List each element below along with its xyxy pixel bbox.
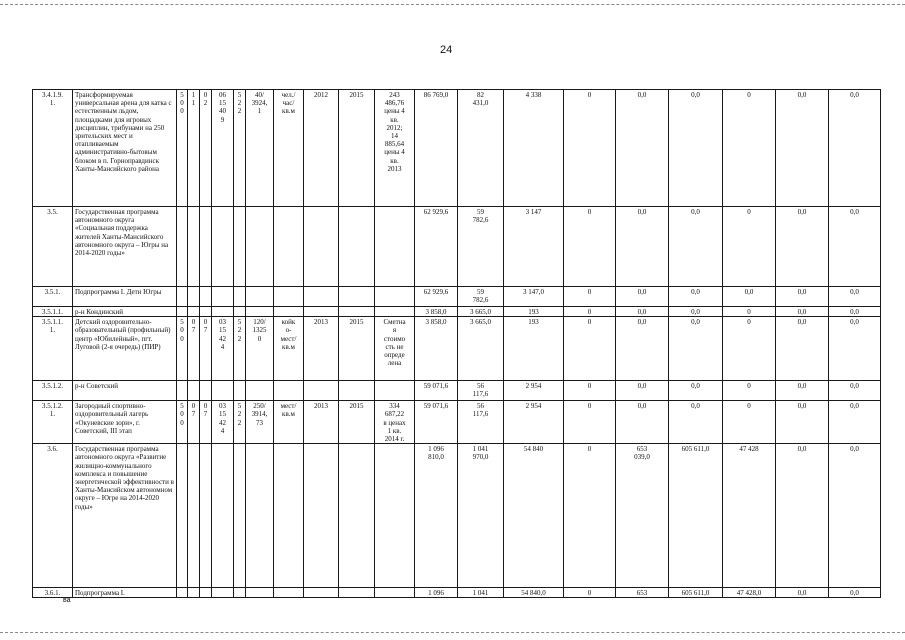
cell-value-5: 0,0 (616, 401, 669, 444)
cell-row-name: Трансформируемая универсальная арена для катка с естественным льдом, площадками для игровых дисциплин, трибунами на 250 зрительских мест и отапливаемым административно-бытовым блоком в п. Горноправдинск Ханты-Мансийского района (73, 90, 177, 207)
cell-value-6: 0,0 (669, 317, 723, 381)
cell-value-4: 0 (564, 401, 616, 444)
cell-estimated-cost (375, 381, 415, 401)
cell-code-2 (188, 287, 200, 307)
page-bottom-edge (0, 632, 905, 633)
cell-value-4: 0 (564, 588, 616, 598)
footer-mark: ва (63, 597, 71, 604)
cell-value-8: 0,0 (776, 207, 829, 287)
cell-value-7: 0 (723, 381, 776, 401)
cell-value-5: 0,0 (616, 207, 669, 287)
cell-code-1: 5 0 0 (177, 401, 188, 444)
cell-code-5 (234, 287, 246, 307)
cell-value-8: 0,0 (776, 287, 829, 307)
cell-value-9: 0,0 (829, 317, 881, 381)
cell-start-year (304, 287, 339, 307)
table-row (33, 381, 881, 401)
cell-value-1: 62 929,6 (415, 207, 458, 287)
cell-code-3 (200, 381, 212, 401)
cell-value-3: 3 147 (504, 207, 564, 287)
cell-code-4 (212, 444, 234, 588)
cell-value-1: 3 858,0 (415, 307, 458, 317)
cell-value-9: 0,0 (829, 207, 881, 287)
cell-value-1: 86 769,0 (415, 90, 458, 207)
cell-value-6: 0,0 (669, 401, 723, 444)
cell-value-7: 0,0 (723, 287, 776, 307)
cell-end-year (339, 307, 375, 317)
budget-table (32, 89, 881, 598)
cell-value-3: 54 840,0 (504, 588, 564, 598)
cell-start-year: 2013 (304, 317, 339, 381)
cell-code-4 (212, 588, 234, 598)
cell-code-1 (177, 444, 188, 588)
cell-estimated-cost (375, 207, 415, 287)
cell-value-7: 0 (723, 90, 776, 207)
page-top-edge (0, 4, 905, 5)
cell-start-year (304, 381, 339, 401)
cell-code-5 (234, 444, 246, 588)
cell-value-9: 0,0 (829, 307, 881, 317)
cell-value-3: 3 147,0 (504, 287, 564, 307)
cell-value-3: 2 954 (504, 401, 564, 444)
cell-capacity (246, 307, 274, 317)
cell-code-4: 03 15 42 4 (212, 317, 234, 381)
cell-code-1: 5 0 0 (177, 317, 188, 381)
cell-row-name: Государственная программа автономного округа «Развитие жилищно-коммунального комплекса и повышение энергетической эффективности в Ханты-Мансийском автономном округе – Югре на 2014-2020 годы» (73, 444, 177, 588)
cell-value-9: 0,0 (829, 90, 881, 207)
cell-estimated-cost (375, 588, 415, 598)
cell-end-year (339, 381, 375, 401)
cell-capacity (246, 381, 274, 401)
cell-estimated-cost: 243 486,76 цены 4 кв. 2012; 14 885,64 цены 4 кв. 2013 (375, 90, 415, 207)
cell-row-id: 3.5.1. (33, 287, 73, 307)
cell-unit (274, 381, 304, 401)
cell-value-4: 0 (564, 90, 616, 207)
cell-code-3 (200, 307, 212, 317)
page-number: 24 (440, 44, 453, 56)
cell-row-id: 3.5.1.1. 1. (33, 317, 73, 381)
cell-value-5: 653 (616, 588, 669, 598)
cell-code-4 (212, 207, 234, 287)
cell-value-9: 0,0 (829, 381, 881, 401)
cell-value-2: 82 431,0 (458, 90, 504, 207)
table-row (33, 588, 881, 598)
cell-value-1: 1 096 810,0 (415, 444, 458, 588)
cell-code-1 (177, 287, 188, 307)
cell-value-4: 0 (564, 444, 616, 588)
cell-end-year: 2015 (339, 317, 375, 381)
cell-code-1 (177, 307, 188, 317)
cell-value-2: 3 665,0 (458, 317, 504, 381)
cell-value-2: 1 041 970,0 (458, 444, 504, 588)
cell-code-2 (188, 588, 200, 598)
cell-code-2: 0 7 (188, 401, 200, 444)
cell-value-4: 0 (564, 287, 616, 307)
cell-code-4: 03 15 42 4 (212, 401, 234, 444)
cell-end-year (339, 588, 375, 598)
cell-value-7: 0 (723, 207, 776, 287)
cell-capacity: 250/ 3914, 73 (246, 401, 274, 444)
cell-value-9: 0,0 (829, 401, 881, 444)
cell-value-1: 1 096 (415, 588, 458, 598)
cell-value-3: 54 840 (504, 444, 564, 588)
cell-unit: койк о- мест/ кв.м (274, 317, 304, 381)
cell-value-5: 653 039,0 (616, 444, 669, 588)
cell-row-id: 3.6. (33, 444, 73, 588)
cell-estimated-cost (375, 287, 415, 307)
cell-value-7: 47 428,0 (723, 588, 776, 598)
cell-capacity: 40/ 3924, 1 (246, 90, 274, 207)
cell-end-year: 2015 (339, 90, 375, 207)
cell-value-2: 1 041 (458, 588, 504, 598)
cell-row-id: 3.6.1. (33, 588, 73, 598)
cell-estimated-cost: Сметна я стоимо сть не опреде лена (375, 317, 415, 381)
table-row (33, 317, 881, 381)
cell-row-name: Детский оздоровительно-образовательный (профильный) центр «Юбилейный», пгт. Луговой (2-я очередь) (ПИР) (73, 317, 177, 381)
cell-end-year (339, 207, 375, 287)
cell-code-2 (188, 444, 200, 588)
cell-value-8: 0,0 (776, 381, 829, 401)
cell-row-name: Государственная программа автономного округа «Социальная поддержка жителей Ханты-Мансийского автономного округа – Югры на 2014-2020 годы» (73, 207, 177, 287)
cell-value-5: 0,0 (616, 90, 669, 207)
table-row (33, 287, 881, 307)
cell-estimated-cost: 334 687,22 в ценах 1 кв. 2014 г. (375, 401, 415, 444)
cell-unit (274, 444, 304, 588)
cell-code-4 (212, 287, 234, 307)
cell-start-year: 2012 (304, 90, 339, 207)
cell-code-3 (200, 287, 212, 307)
cell-estimated-cost (375, 444, 415, 588)
cell-row-name: р-н Советский (73, 381, 177, 401)
cell-code-4: 06 15 40 9 (212, 90, 234, 207)
cell-code-5: 5 2 2 (234, 317, 246, 381)
cell-value-1: 59 071,6 (415, 381, 458, 401)
cell-code-2 (188, 381, 200, 401)
cell-value-3: 193 (504, 317, 564, 381)
cell-value-2: 56 117,6 (458, 381, 504, 401)
cell-value-5: 0,0 (616, 317, 669, 381)
cell-value-7: 47 428 (723, 444, 776, 588)
cell-value-8: 0,0 (776, 444, 829, 588)
cell-value-8: 0,0 (776, 307, 829, 317)
cell-value-6: 0,0 (669, 381, 723, 401)
cell-code-5 (234, 207, 246, 287)
cell-value-2: 56 117,6 (458, 401, 504, 444)
cell-value-5: 0,0 (616, 381, 669, 401)
cell-code-5: 5 2 2 (234, 90, 246, 207)
cell-code-5 (234, 381, 246, 401)
cell-code-5: 5 2 2 (234, 401, 246, 444)
cell-value-7: 0 (723, 307, 776, 317)
cell-capacity (246, 287, 274, 307)
cell-code-1 (177, 207, 188, 287)
cell-capacity (246, 444, 274, 588)
cell-code-3: 0 7 (200, 401, 212, 444)
cell-value-2: 59 782,6 (458, 287, 504, 307)
cell-row-id: 3.5.1.2. 1. (33, 401, 73, 444)
cell-code-1: 5 0 0 (177, 90, 188, 207)
cell-row-id: 3.5.1.2. (33, 381, 73, 401)
cell-code-5 (234, 588, 246, 598)
table-row (33, 401, 881, 444)
cell-value-7: 0 (723, 401, 776, 444)
cell-end-year (339, 287, 375, 307)
cell-value-4: 0 (564, 317, 616, 381)
cell-value-8: 0,0 (776, 317, 829, 381)
cell-code-5 (234, 307, 246, 317)
cell-value-4: 0 (564, 381, 616, 401)
cell-row-name: р-н Кондинский (73, 307, 177, 317)
cell-row-name: Загородный спортивно-оздоровительный лагерь «Окуневские зори», г. Советский, III этап (73, 401, 177, 444)
cell-unit: мест/ кв.м (274, 401, 304, 444)
cell-code-2: 1 1 (188, 90, 200, 207)
cell-code-3 (200, 444, 212, 588)
cell-value-6: 605 611,0 (669, 588, 723, 598)
cell-capacity (246, 588, 274, 598)
cell-code-1 (177, 588, 188, 598)
cell-value-9: 0,0 (829, 588, 881, 598)
cell-row-id: 3.5.1.1. (33, 307, 73, 317)
cell-start-year (304, 588, 339, 598)
table-row (33, 444, 881, 588)
cell-code-1 (177, 381, 188, 401)
cell-value-4: 0 (564, 207, 616, 287)
cell-value-6: 0,0 (669, 207, 723, 287)
cell-code-3 (200, 588, 212, 598)
cell-value-1: 3 858,0 (415, 317, 458, 381)
table-row (33, 207, 881, 287)
cell-value-8: 0,0 (776, 90, 829, 207)
cell-value-4: 0 (564, 307, 616, 317)
table-row (33, 90, 881, 207)
cell-capacity: 120/ 1325 0 (246, 317, 274, 381)
cell-unit (274, 287, 304, 307)
cell-start-year: 2013 (304, 401, 339, 444)
cell-row-id: 3.4.1.9. 1. (33, 90, 73, 207)
cell-code-3 (200, 207, 212, 287)
cell-value-1: 62 929,6 (415, 287, 458, 307)
cell-value-3: 2 954 (504, 381, 564, 401)
cell-unit (274, 588, 304, 598)
cell-value-6: 0,0 (669, 287, 723, 307)
cell-row-id: 3.5. (33, 207, 73, 287)
table-row (33, 307, 881, 317)
cell-value-8: 0,0 (776, 401, 829, 444)
cell-unit (274, 307, 304, 317)
cell-value-2: 59 782,6 (458, 207, 504, 287)
cell-value-3: 4 338 (504, 90, 564, 207)
cell-value-6: 605 611,0 (669, 444, 723, 588)
cell-code-2: 0 7 (188, 317, 200, 381)
cell-value-5: 0,0 (616, 287, 669, 307)
cell-code-4 (212, 381, 234, 401)
cell-value-6: 0,0 (669, 90, 723, 207)
cell-start-year (304, 307, 339, 317)
cell-capacity (246, 207, 274, 287)
cell-start-year (304, 207, 339, 287)
cell-end-year (339, 444, 375, 588)
cell-code-2 (188, 307, 200, 317)
cell-estimated-cost (375, 307, 415, 317)
cell-value-6: 0,0 (669, 307, 723, 317)
cell-value-2: 3 665,0 (458, 307, 504, 317)
cell-row-name: Подпрограмма I. (73, 588, 177, 598)
cell-value-3: 193 (504, 307, 564, 317)
cell-end-year: 2015 (339, 401, 375, 444)
cell-start-year (304, 444, 339, 588)
cell-value-7: 0 (723, 317, 776, 381)
cell-unit (274, 207, 304, 287)
cell-value-9: 0,0 (829, 287, 881, 307)
cell-value-1: 59 071,6 (415, 401, 458, 444)
cell-value-5: 0,0 (616, 307, 669, 317)
cell-value-8: 0,0 (776, 588, 829, 598)
cell-unit: чел./ час/ кв.м (274, 90, 304, 207)
cell-code-2 (188, 207, 200, 287)
cell-code-3: 0 2 (200, 90, 212, 207)
cell-code-3: 0 7 (200, 317, 212, 381)
cell-row-name: Подпрограмма I. Дети Югры (73, 287, 177, 307)
cell-code-4 (212, 307, 234, 317)
cell-value-9: 0,0 (829, 444, 881, 588)
